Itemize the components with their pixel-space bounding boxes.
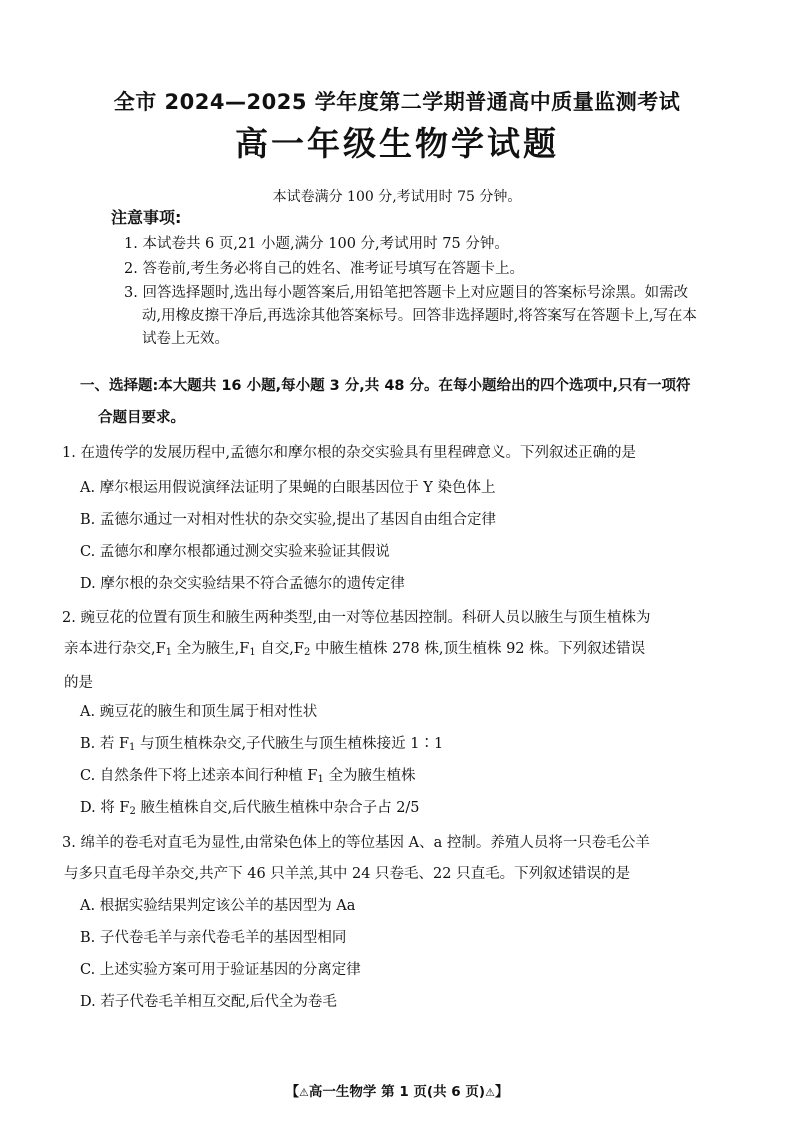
question-2-stem-line3: 的是 <box>64 675 93 691</box>
question-3-stem-line2: 与多只直毛母羊杂交,共产下 46 只羊羔,其中 24 只卷毛、22 只直毛。下列叙述错误的是 <box>64 866 631 882</box>
question-2-option-c <box>80 764 415 785</box>
q2-text: 中腋生植株 278 株,顶生植株 92 株。下列叙述错误 <box>310 641 646 657</box>
q2-c-text: C. 自然条件下将上述亲本间行种植 F <box>80 768 318 784</box>
question-3-option-b: B. 子代卷毛羊与亲代卷毛羊的基因型相同 <box>80 930 347 946</box>
q2-text: 自交,F <box>255 641 304 657</box>
question-1-stem: 1. 在遗传学的发展历程中,孟德尔和摩尔根的杂交实验具有里程碑意义。下列叙述正确的是 <box>62 445 637 461</box>
section-heading-line2: 合题目要求。 <box>98 410 185 426</box>
q2-b-subscript: 1 <box>129 742 136 753</box>
question-2-stem <box>62 603 734 699</box>
q2-b-text: B. 若 F <box>80 736 130 752</box>
triangle-logo-icon: ⚠ <box>485 1086 495 1099</box>
footer-text: 高一生物学 第 1 页(共 6 页) <box>308 1084 486 1100</box>
notice-item-3: 3. 回答选择题时,选出每小题答案后,用铅笔把答题卡上对应题目的答案标号涂黑。如需改动,用橡皮擦干净后,再选涂其他答案标号。回答非选择题时,将答案写在答题卡上,写在本试卷上无效。 <box>124 285 697 347</box>
question-1-option-b: B. 孟德尔通过一对相对性状的杂交实验,提出了基因自由组合定律 <box>80 512 496 528</box>
q2-b-text: 与顶生植株杂交,子代腋生与顶生植株接近 1∶1 <box>135 736 444 752</box>
section-heading-line1: 一、选择题:本大题共 16 小题,每小题 3 分,共 48 分。在每小题给出的四个选项中,只有一项符 <box>80 378 691 394</box>
q2-text: 全为腋生,F <box>172 641 250 657</box>
question-2-stem-line2 <box>62 634 734 668</box>
q2-subscript: 1 <box>249 647 256 658</box>
question-2-stem-line1: 2. 豌豆花的位置有顶生和腋生两种类型,由一对等位基因控制。科研人员以腋生与顶生植株为 <box>62 610 651 626</box>
question-3-option-c: C. 上述实验方案可用于验证基因的分离定律 <box>80 962 361 978</box>
footer-bracket-close: 】 <box>494 1084 509 1100</box>
notice-heading: 注意事项: <box>111 208 182 227</box>
notice-item-2: 2. 答卷前,考生务必将自己的姓名、准考证号填写在答题卡上。 <box>124 261 525 277</box>
q2-subscript: 2 <box>303 647 311 658</box>
q2-c-subscript: 1 <box>317 774 324 785</box>
page-footer <box>0 1080 794 1100</box>
question-3-option-d: D. 若子代卷毛羊相互交配,后代全为卷毛 <box>80 994 337 1010</box>
q2-text: 亲本进行杂交,F <box>64 641 166 657</box>
question-2-option-a: A. 豌豆花的腋生和顶生属于相对性状 <box>80 704 318 720</box>
exam-subtitle: 本试卷满分 100 分,考试用时 75 分钟。 <box>272 189 522 205</box>
exam-title-line1: 全市 2024—2025 学年度第二学期普通高中质量监测考试 <box>113 90 681 114</box>
question-3-stem <box>62 828 734 890</box>
exam-title: 高一年级生物学试题 <box>235 124 559 163</box>
question-2-option-b <box>80 732 443 753</box>
q2-d-text: D. 将 F <box>80 800 130 816</box>
q2-d-subscript: 2 <box>129 806 136 817</box>
question-2-option-d <box>80 796 420 817</box>
question-3-stem-line1: 3. 绵羊的卷毛对直毛为显性,由常染色体上的等位基因 A、a 控制。养殖人员将一只卷毛公羊 <box>62 835 650 851</box>
question-1-option-a: A. 摩尔根运用假说演绎法证明了果蝇的白眼基因位于 Y 染色体上 <box>80 480 496 496</box>
q2-c-text: 全为腋生植株 <box>323 768 416 784</box>
question-3-option-a: A. 根据实验结果判定该公羊的基因型为 Aa <box>80 898 356 914</box>
question-1-option-d: D. 摩尔根的杂交实验结果不符合孟德尔的遗传定律 <box>80 576 405 592</box>
section-heading <box>80 370 720 434</box>
question-1-option-c: C. 孟德尔和摩尔根都通过测交实验来验证其假说 <box>80 544 390 560</box>
footer-bracket-open: 【 <box>285 1084 300 1100</box>
triangle-logo-icon: ⚠ <box>299 1086 309 1099</box>
notice-item-1: 1. 本试卷共 6 页,21 小题,满分 100 分,考试用时 75 分钟。 <box>124 236 509 252</box>
q2-d-text: 腋生植株自交,后代腋生植株中杂合子占 2/5 <box>135 800 420 816</box>
q2-subscript: 1 <box>165 647 173 658</box>
